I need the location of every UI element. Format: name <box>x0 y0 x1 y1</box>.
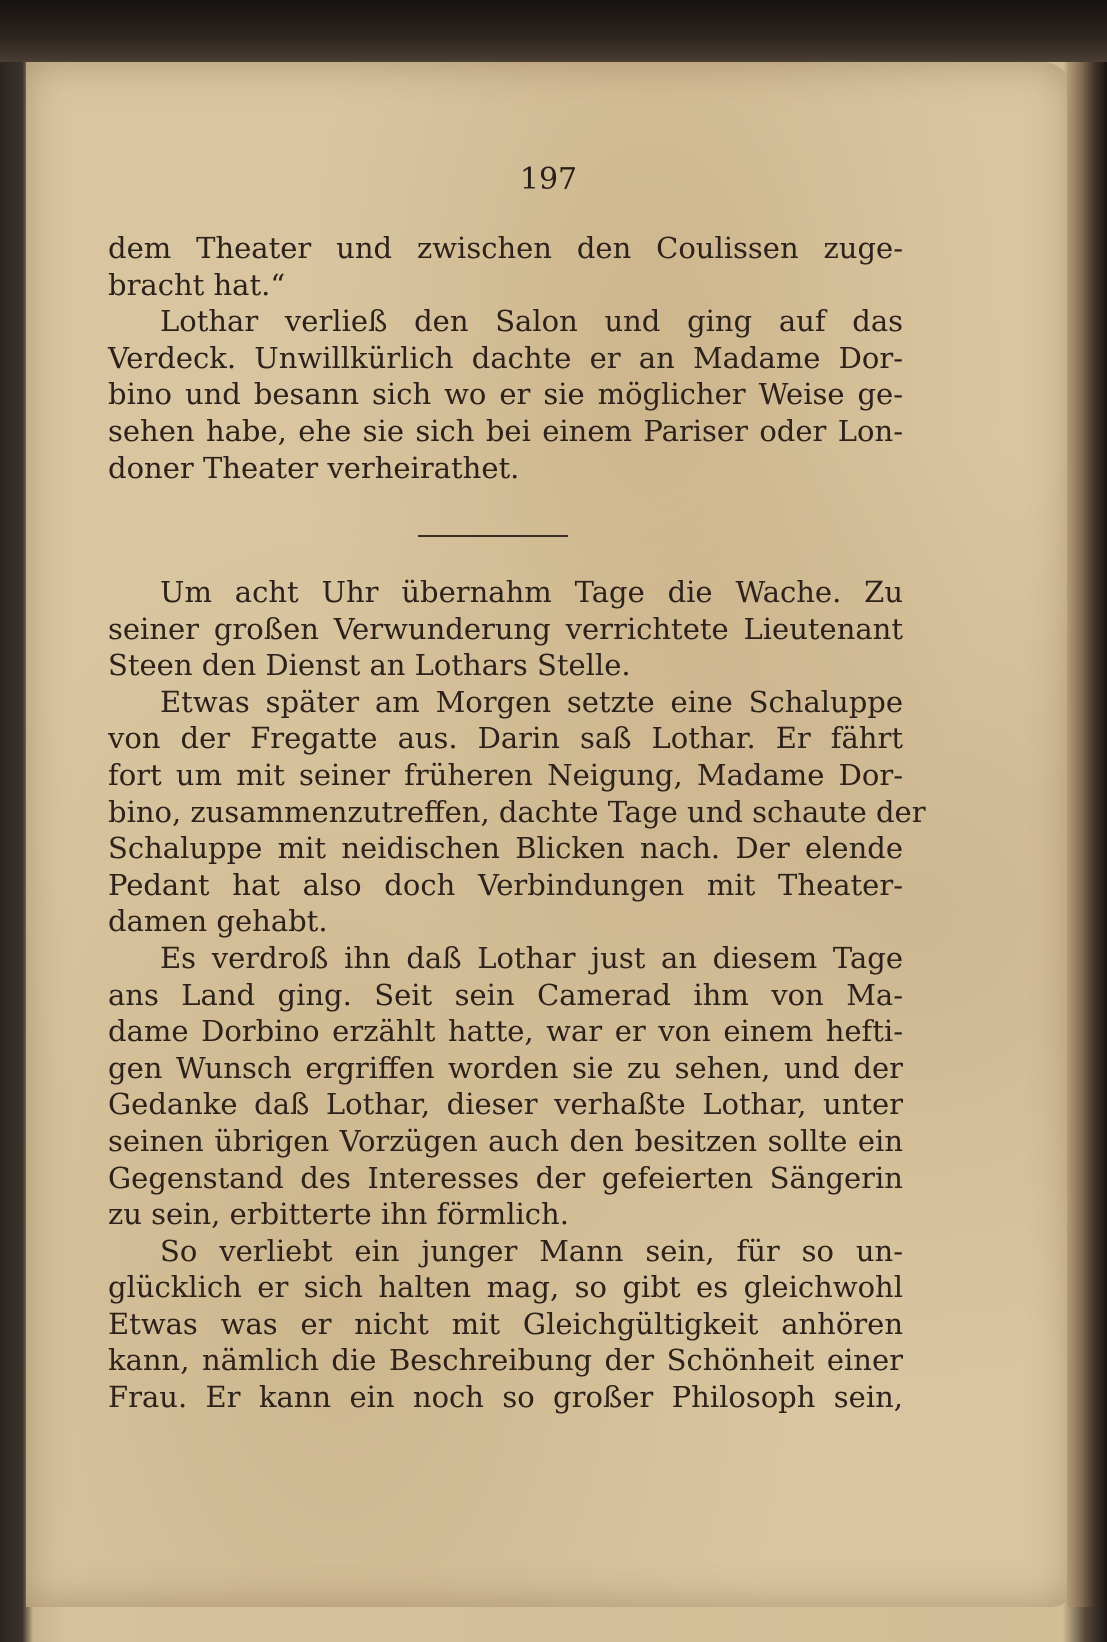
text-line: Gegenstand des Interesses der gefeierten Sängerin <box>108 1160 903 1195</box>
text-line: zu sein, erbitterte ihn förmlich. <box>108 1197 569 1232</box>
text-line: dame Dorbino erzählt hatte, war er von einem hefti- <box>108 1014 903 1049</box>
text-line: bracht hat.“ <box>108 267 286 302</box>
text-line: Etwas was er nicht mit Gleichgültigkeit anhören <box>108 1306 903 1341</box>
text-line: Gedanke daß Lothar, dieser verhaßte Lothar, unter <box>108 1087 903 1122</box>
text-line: glücklich er sich halten mag, so gibt es gleichwohl <box>108 1270 903 1305</box>
text-line: Etwas später am Morgen setzte eine Schaluppe <box>160 684 903 719</box>
text-line: Um acht Uhr übernahm Tage die Wache. Zu <box>160 575 903 609</box>
book-page <box>26 62 1071 1607</box>
text-line: Schaluppe mit neidischen Blicken nach. Der elende <box>108 831 903 866</box>
text-line: seinen übrigen Vorzügen auch den besitzen sollte ein <box>108 1123 903 1158</box>
text-block-1 <box>108 230 903 486</box>
text-line: Es verdroß ihn daß Lothar just an diesem Tage <box>160 940 903 975</box>
section-divider <box>418 535 568 537</box>
text-line: doner Theater verheirathet. <box>108 450 520 485</box>
text-line: ans Land ging. Seit sein Camerad ihm von Ma- <box>108 977 903 1012</box>
text-line: seiner großen Verwunderung verrichtete Lieutenant <box>108 611 903 646</box>
text-line: Verdeck. Unwillkürlich dachte er an Madame Dor- <box>108 340 903 375</box>
text-line: bino und besann sich wo er sie möglicher Weise ge- <box>108 377 903 412</box>
text-line: So verliebt ein junger Mann sein, für so un- <box>160 1233 903 1268</box>
text-line: fort um mit seiner früheren Neigung, Madame Dor- <box>108 757 903 792</box>
book-fore-edge <box>1067 62 1107 1607</box>
text-line: damen gehabt. <box>108 904 328 939</box>
text-line: Frau. Er kann ein noch so großer Philosoph sein, <box>108 1380 903 1415</box>
text-line: Pedant hat also doch Verbindungen mit Theater- <box>108 867 903 902</box>
text-line: dem Theater und zwischen den Coulissen zuge- <box>108 231 903 265</box>
text-line: gen Wunsch ergriffen worden sie zu sehen, und der <box>108 1050 903 1085</box>
text-line: Lothar verließ den Salon und ging auf das <box>160 304 903 339</box>
text-line: Steen den Dienst an Lothars Stelle. <box>108 648 631 683</box>
text-block-2 <box>108 574 926 1416</box>
text-line: von der Fregatte aus. Darin saß Lothar. Er fährt <box>108 721 903 756</box>
text-line: kann, nämlich die Beschreibung der Schönheit einer <box>108 1343 903 1378</box>
text-line: sehen habe, ehe sie sich bei einem Pariser oder Lon- <box>108 413 903 448</box>
book-top-edge <box>0 0 1107 62</box>
page-number: 197 <box>519 162 578 197</box>
text-line: bino, zusammenzutreffen, dachte Tage und schaute der <box>108 794 926 829</box>
